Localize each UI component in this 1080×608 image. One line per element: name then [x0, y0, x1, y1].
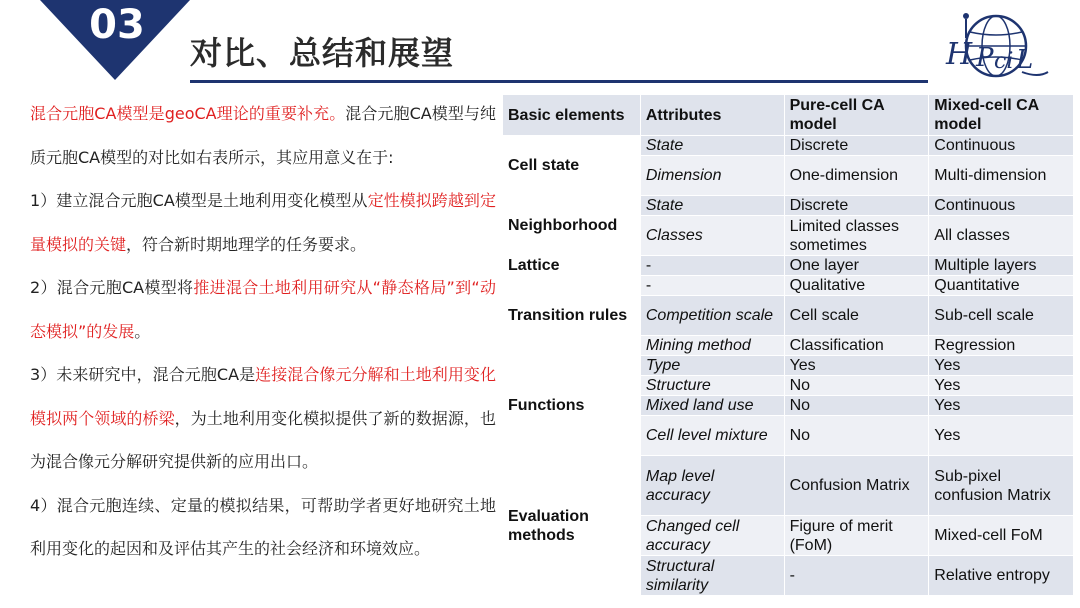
cell-attr: Changed cell accuracy — [640, 516, 784, 556]
cell-attr: Map level accuracy — [640, 456, 784, 516]
summary-text — [8, 92, 496, 571]
comparison-table — [502, 94, 1074, 596]
header-mixed-cell: Mixed-cell CA model — [929, 95, 1074, 136]
group-neighborhood: Neighborhood — [503, 196, 641, 256]
group-evaluation-methods: Evaluation methods — [503, 456, 641, 596]
cell-mixed: Yes — [929, 396, 1074, 416]
svg-text:P: P — [976, 43, 994, 73]
table-row — [503, 456, 1074, 516]
cell-attr: Structure — [640, 376, 784, 396]
cell-attr: - — [640, 256, 784, 276]
point-3-highlight: 连接混合像元分解和土地利用变化模拟两个领域的桥梁 — [30, 365, 496, 428]
table-row — [503, 276, 1074, 296]
cell-mixed: Regression — [929, 336, 1074, 356]
point-3-text-a: 3）未来研究中，混合元胞CA是 — [30, 365, 256, 384]
cell-attr: Classes — [640, 216, 784, 256]
cell-attr: Mixed land use — [640, 396, 784, 416]
intro-text: 混合元胞CA模型与纯质元胞CA模型的对比如右表所示，其应用意义在于: — [30, 104, 496, 167]
cell-pure: Figure of merit (FoM) — [784, 516, 929, 556]
cell-pure: Classification — [784, 336, 929, 356]
cell-attr: Type — [640, 356, 784, 376]
cell-mixed: Sub-pixel confusion Matrix — [929, 456, 1074, 516]
cell-mixed: Yes — [929, 356, 1074, 376]
paragraph-point-1 — [8, 179, 496, 266]
cell-pure: No — [784, 396, 929, 416]
point-1-text-b: ，符合新时期地理学的任务要求。 — [126, 234, 367, 254]
hpcil-logo — [938, 8, 1050, 84]
point-2-text-a: 2）混合元胞CA模型将 — [30, 278, 194, 297]
cell-mixed: Mixed-cell FoM — [929, 516, 1074, 556]
cell-pure: One-dimension — [784, 156, 929, 196]
cell-pure: Limited classes sometimes — [784, 216, 929, 256]
cell-pure: Discrete — [784, 196, 929, 216]
point-2-highlight: 推进混合土地利用研究从“静态格局”到“动态模拟”的发展 — [30, 278, 496, 341]
cell-pure: One layer — [784, 256, 929, 276]
table-header-row — [503, 95, 1074, 136]
cell-mixed: Yes — [929, 376, 1074, 396]
globe-logo-icon — [938, 8, 1050, 84]
cell-attr: - — [640, 276, 784, 296]
cell-pure: Cell scale — [784, 296, 929, 336]
point-1-highlight: 定性模拟跨越到定量模拟的关键 — [30, 191, 496, 254]
cell-mixed: All classes — [929, 216, 1074, 256]
cell-mixed: Multiple layers — [929, 256, 1074, 276]
svg-text:ci: ci — [994, 49, 1014, 74]
cell-attr: State — [640, 196, 784, 216]
header-basic-elements: Basic elements — [503, 95, 641, 136]
header-pure-cell: Pure-cell CA model — [784, 95, 929, 136]
header-attributes: Attributes — [640, 95, 784, 136]
cell-attr: Structural similarity — [640, 556, 784, 596]
cell-mixed: Multi-dimension — [929, 156, 1074, 196]
cell-pure: Discrete — [784, 136, 929, 156]
page-title: 对比、总结和展望 — [190, 34, 455, 72]
svg-text:H: H — [946, 37, 973, 72]
cell-attr: State — [640, 136, 784, 156]
group-cell-state: Cell state — [503, 136, 641, 196]
cell-pure: No — [784, 416, 929, 456]
table-row — [503, 356, 1074, 376]
cell-attr: Competition scale — [640, 296, 784, 336]
table-row — [503, 196, 1074, 216]
paragraph-point-2 — [8, 266, 496, 353]
table-row — [503, 256, 1074, 276]
point-1-text-a: 1）建立混合元胞CA模型是土地利用变化模型从 — [30, 191, 368, 210]
group-lattice: Lattice — [503, 256, 641, 276]
section-number: 03 — [89, 2, 145, 48]
cell-mixed: Continuous — [929, 136, 1074, 156]
cell-mixed: Continuous — [929, 196, 1074, 216]
cell-mixed: Relative entropy — [929, 556, 1074, 596]
group-functions: Functions — [503, 356, 641, 456]
cell-attr: Mining method — [640, 336, 784, 356]
paragraph-point-4: 4）混合元胞连续、定量的模拟结果，可帮助学者更好地研究土地利用变化的起因和及评估其产生的社会经济和环境效应。 — [30, 495, 496, 558]
cell-pure: Confusion Matrix — [784, 456, 929, 516]
point-2-text-b: 。 — [134, 321, 151, 341]
svg-text:L: L — [1016, 45, 1034, 75]
intro-highlight: 混合元胞CA模型是geoCA理论的重要补充。 — [30, 104, 346, 123]
cell-attr: Cell level mixture — [640, 416, 784, 456]
paragraph-point-3 — [8, 353, 496, 484]
cell-pure: Qualitative — [784, 276, 929, 296]
cell-mixed: Sub-cell scale — [929, 296, 1074, 336]
paragraph-intro — [8, 92, 496, 179]
cell-mixed: Quantitative — [929, 276, 1074, 296]
cell-mixed: Yes — [929, 416, 1074, 456]
cell-pure: Yes — [784, 356, 929, 376]
cell-pure: No — [784, 376, 929, 396]
table-row — [503, 136, 1074, 156]
title-divider — [190, 80, 928, 83]
cell-attr: Dimension — [640, 156, 784, 196]
cell-pure: - — [784, 556, 929, 596]
group-transition-rules: Transition rules — [503, 276, 641, 356]
point-3-text-b: ，为土地利用变化模拟提供了新的数据源，也为混合像元分解研究提供新的应用出口。 — [30, 408, 496, 471]
